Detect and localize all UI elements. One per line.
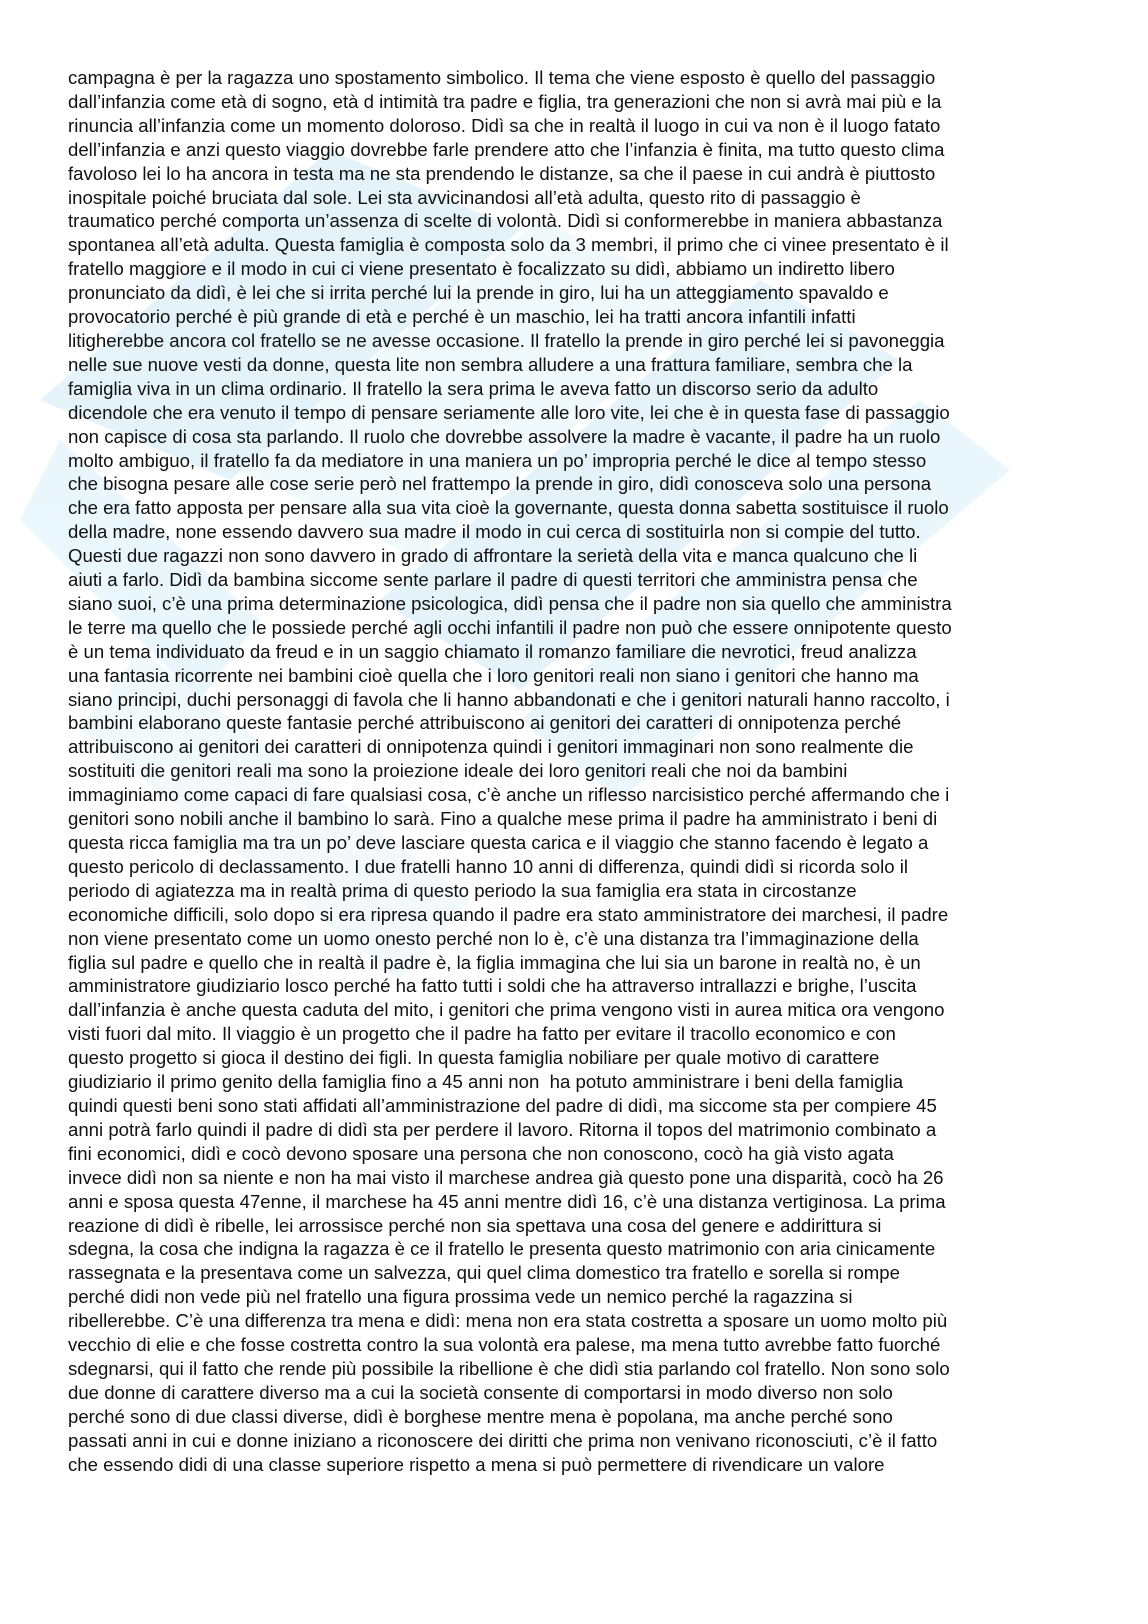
- text-line: attribuiscono ai genitori dei caratteri di onnipotenza quindi i genitori immaginari non sono realmente die: [68, 736, 914, 758]
- text-line: che essendo didi di una classe superiore rispetto a mena si può permettere di rivendicare un valore: [68, 1453, 885, 1475]
- text-line: anni potrà farlo quindi il padre di didì sta per perdere il lavoro. Ritorna il topos del matrimonio combinato a: [68, 1118, 937, 1140]
- text-line: una fantasia ricorrente nei bambini cioè quella che i loro genitori reali non siano i genitori che hanno ma: [68, 664, 919, 686]
- text-line: campagna è per la ragazza uno spostamento simbolico. Il tema che viene esposto è quello del passaggio: [68, 67, 936, 88]
- text-line: quindi questi beni sono stati affidati all’amministrazione del padre di didì, ma siccome sta per compiere 45: [68, 1094, 937, 1116]
- text-line: invece didì non sa niente e non ha mai visto il marchese andrea già questo pone una disparità, cocò ha 26: [68, 1166, 944, 1188]
- text-line: non capisce di cosa sta parlando. Il ruolo che dovrebbe assolvere la madre è vacante, il padre ha un ruolo: [68, 425, 941, 447]
- body-text: [68, 66, 1088, 1476]
- text-line: perché didi non vede più nel fratello una figura prossima vede un nemico perché la ragazzina si: [68, 1286, 853, 1308]
- text-line: favoloso lei lo ha ancora in testa ma ne sta prendendo le distanze, sa che il paese in cui andrà è piuttosto: [68, 162, 936, 184]
- text-line: sostituiti die genitori reali ma sono la proiezione ideale dei loro genitori reali che noi da bambini: [68, 760, 848, 782]
- text-line: visti fuori dal mito. Il viaggio è un progetto che il padre ha fatto per evitare il tracollo economico e con: [68, 1023, 896, 1045]
- text-line: spontanea all’età adulta. Questa famiglia è composta solo da 3 membri, il primo che ci vinee presentato è il: [68, 234, 949, 256]
- text-line: litigherebbe ancora col fratello se ne avesse occasione. Il fratello la prende in giro perché lei si pavoneggia: [68, 329, 945, 351]
- text-line: figlia sul padre e quello che in realtà il padre è, la figlia immagina che lui sia un barone in realtà no, è un: [68, 951, 921, 973]
- text-line: della madre, none essendo davvero sua madre il modo in cui cerca di sostituirla non si compie del tutto.: [68, 521, 921, 543]
- text-line: le terre ma quello che le possiede perché agli occhi infantili il padre non può che essere onnipotente questo: [68, 616, 952, 638]
- text-line: provocatorio perché è più grande di età e perché è un maschio, lei ha tratti ancora infantili infatti: [68, 306, 856, 328]
- text-line: pronunciato da didì, è lei che si irrita perché lui la prende in giro, lui ha un atteggiamento spavaldo e: [68, 282, 889, 304]
- text-line: Questi due ragazzi non sono davvero in grado di affrontare la serietà della vita e manca qualcuno che li: [68, 545, 918, 567]
- text-line: nelle sue nuove vesti da donne, questa lite non sembra alludere a una frattura familiare, sembra che la: [68, 353, 913, 375]
- text-line: economiche difficili, solo dopo si era ripresa quando il padre era stato amministratore dei marchesi, il padre: [68, 903, 949, 925]
- text-line: reazione di didì è ribelle, lei arrossisce perché non sia spettava una cosa del genere e addirittura si: [68, 1214, 882, 1236]
- text-line: molto ambiguo, il fratello fa da mediatore in una maniera un po’ impropria perché le dice al tempo stesso: [68, 449, 927, 471]
- text-line: amministratore giudiziario losco perché ha fatto tutti i soldi che ha attraverso intrallazzi e brighe, l’uscita: [68, 975, 917, 997]
- text-line: questo pericolo di declassamento. I due fratelli hanno 10 anni di differenza, quindi didì si ricorda solo il: [68, 855, 908, 877]
- text-line: siano principi, duchi personaggi di favola che li hanno abbandonati e che i genitori naturali hanno raccolto, i: [68, 688, 950, 710]
- text-line: passati anni in cui e donne iniziano a riconoscere dei diritti che prima non venivano riconosciuti, c’è il fatto: [68, 1429, 938, 1451]
- text-line: questo progetto si gioca il destino dei figli. In questa famiglia nobiliare per quale motivo di carattere: [68, 1047, 880, 1069]
- text-line: ribellerebbe. C’è una differenza tra mena e didì: mena non era stata costretta a sposare un uomo molto più: [68, 1310, 948, 1332]
- text-line: siano suoi, c’è una prima determinazione psicologica, didì pensa che il padre non sia quello che amministra: [68, 592, 952, 614]
- text-line: aiuti a farlo. Didì da bambina siccome sente parlare il padre di questi territori che amministra pensa che: [68, 569, 918, 591]
- text-line: non viene presentato come un uomo onesto perché non lo è, c’è una distanza tra l’immaginazione della: [68, 927, 919, 949]
- text-line: periodo di agiatezza ma in realtà prima di questo periodo la sua famiglia era stata in circostanze: [68, 879, 857, 901]
- text-line: sdegnarsi, qui il fatto che rende più possibile la ribellione è che didì stia parlando col fratello. Non sono solo: [68, 1357, 950, 1379]
- text-line: rinuncia all’infanzia come un momento doloroso. Didì sa che in realtà il luogo in cui va non è il luogo fatato: [68, 114, 941, 136]
- text-line: due donne di carattere diverso ma a cui la società consente di comportarsi in modo diverso non solo: [68, 1381, 893, 1403]
- text-line: fratello maggiore e il modo in cui ci viene presentato è focalizzato su didì, abbiamo un indiretto libero: [68, 258, 895, 280]
- text-line: giudiziario il primo genito della famiglia fino a 45 anni non ha potuto amministrare i beni della famiglia: [68, 1071, 904, 1093]
- text-line: sdegna, la cosa che indigna la ragazza è ce il fratello le presenta questo matrimonio con aria cinicamente: [68, 1238, 936, 1260]
- text-line: genitori sono nobili anche il bambino lo sarà. Fino a qualche mese prima il padre ha amministrato i beni di: [68, 808, 938, 830]
- text-line: che era fatto apposta per pensare alla sua vita cioè la governante, questa donna sabetta sostituisce il ruolo: [68, 497, 949, 519]
- text-line: dall’infanzia è anche questa caduta del mito, i genitori che prima vengono visti in aurea mitica ora vengono: [68, 999, 945, 1021]
- text-line: fini economici, didì e cocò devono sposare una persona che non conoscono, cocò ha già visto agata: [68, 1142, 894, 1164]
- text-line: che bisogna pesare alle cose serie però nel frattempo la prende in giro, didì conosceva solo una persona: [68, 473, 932, 495]
- text-line: anni e sposa questa 47enne, il marchese ha 45 anni mentre didì 16, c’è una distanza vertiginosa. La prima: [68, 1190, 946, 1212]
- text-line: vecchio di elie e che fosse costretta contro la sua volontà era palese, ma mena tutto avrebbe fatto fuorché: [68, 1334, 941, 1356]
- text-line: dall’infanzia come età di sogno, età d intimità tra padre e figlia, tra generazioni che non si avrà mai più e la: [68, 90, 942, 112]
- text-line: dicendole che era venuto il tempo di pensare seriamente alle loro vite, lei che è in questa fase di passaggio: [68, 401, 950, 423]
- text-line: famiglia viva in un clima ordinario. Il fratello la sera prima le aveva fatto un discorso serio da adulto: [68, 377, 879, 399]
- text-line: dell’infanzia e anzi questo viaggio dovrebbe farle prendere atto che l’infanzia è finita, ma tutto questo clima: [68, 138, 945, 160]
- text-line: bambini elaborano queste fantasie perché attribuiscono ai genitori dei caratteri di onnipotenza perché: [68, 712, 902, 734]
- text-line: questa ricca famiglia ma tra un po’ deve lasciare questa carica e il viaggio che stanno facendo è legato a: [68, 832, 929, 853]
- text-line: inospitale poiché bruciata dal sole. Lei sta avvicinandosi all’età adulta, questo rito di passaggio è: [68, 186, 861, 208]
- text-line: traumatico perché comporta un’assenza di scelte di volontà. Didì si conformerebbe in maniera abbastanza: [68, 210, 943, 232]
- text-line: rassegnata e la presentava come un salvezza, qui quel clima domestico tra fratello e sorella si rompe: [68, 1262, 900, 1284]
- text-line: è un tema individuato da freud e in un saggio chiamato il romanzo familiare die nevrotici, freud analizza: [68, 640, 917, 662]
- text-line: immaginiamo come capaci di fare qualsiasi cosa, c’è anche un riflesso narcisistico perché affermando che i: [68, 784, 950, 806]
- text-line: perché sono di due classi diverse, didì è borghese mentre mena è popolana, ma anche perché sono: [68, 1405, 893, 1427]
